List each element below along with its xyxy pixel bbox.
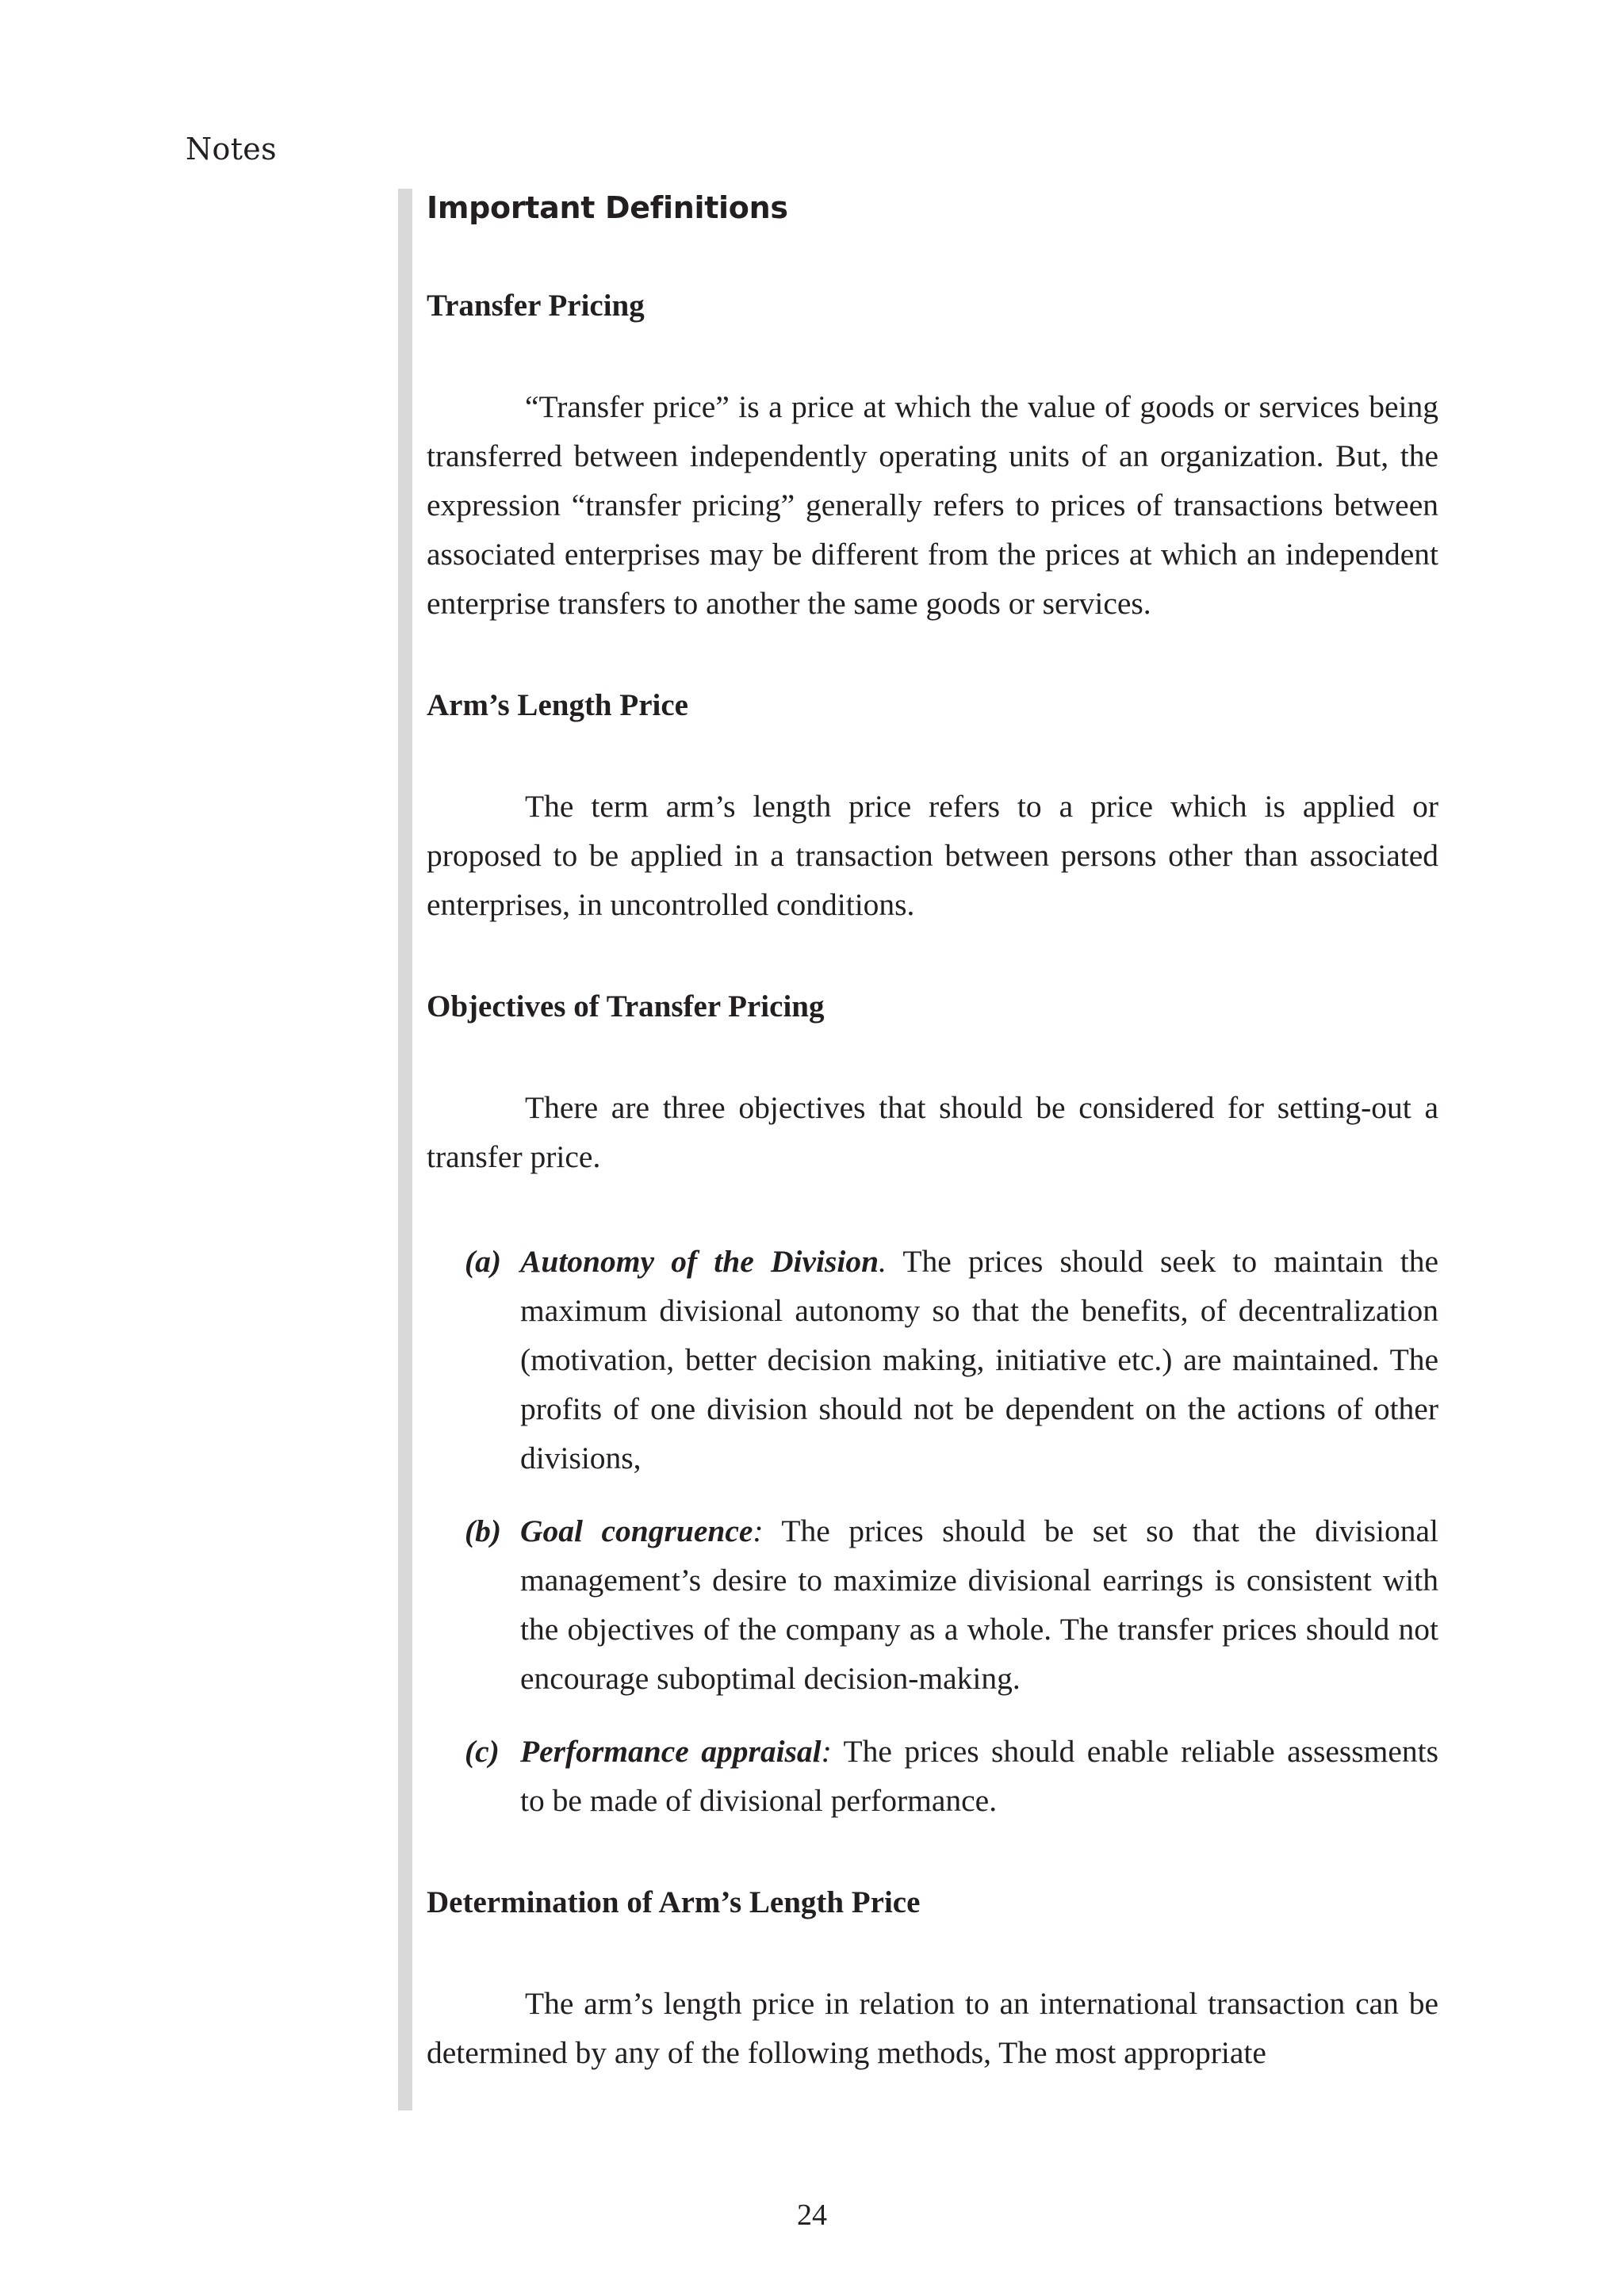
list-term-separator: : bbox=[753, 1513, 764, 1548]
list-term: Performance appraisal bbox=[520, 1734, 822, 1769]
notes-label: Notes bbox=[186, 132, 277, 166]
list-term: Autonomy of the Division bbox=[520, 1244, 879, 1279]
paragraph-arms-length-price: The term arm’s length price refers to a price which is applied or proposed to be applied in a transaction between persons other than associated enterprises, in uncontrolled conditions. bbox=[427, 789, 1438, 922]
objectives-list bbox=[427, 1237, 1438, 1825]
sidebar-rule bbox=[398, 189, 412, 2110]
paragraph-objectives: There are three objectives that should be considered for setting-out a transfer price. bbox=[427, 1090, 1438, 1174]
paragraph-determination: The arm’s length price in relation to an international transaction can be determined by any of the following methods, The most appropriate bbox=[427, 1986, 1438, 2070]
heading-determination: Determination of Arm’s Length Price bbox=[427, 1885, 921, 1919]
list-marker: (c) bbox=[465, 1734, 500, 1769]
list-text: The prices should seek to maintain the maximum divisional autonomy so that the benefits, of decentralization (motivation, better decision making, initiative etc.) are maintained. The profits of one division should not be dependent on the actions of other divisions, bbox=[520, 1244, 1438, 1475]
list-text: The prices should be set so that the divisional management’s desire to maximize divisional earrings is consistent with the objectives of the company as a whole. The transfer prices should not encourage suboptimal decision-making. bbox=[520, 1513, 1438, 1696]
list-item bbox=[427, 1237, 1438, 1483]
section-title: Important Definitions bbox=[427, 190, 788, 225]
list-term-separator: : bbox=[821, 1734, 832, 1769]
list-text: The prices should enable reliable assessments to be made of divisional performance. bbox=[520, 1734, 1438, 1818]
page-number: 24 bbox=[797, 2198, 827, 2232]
heading-objectives: Objectives of Transfer Pricing bbox=[427, 989, 825, 1024]
list-marker: (b) bbox=[465, 1513, 502, 1548]
list-term: Goal congruence bbox=[520, 1513, 753, 1548]
page-content bbox=[427, 187, 1438, 2077]
heading-arms-length-price: Arm’s Length Price bbox=[427, 688, 688, 722]
heading-transfer-pricing: Transfer Pricing bbox=[427, 289, 645, 323]
list-item bbox=[427, 1506, 1438, 1703]
list-marker: (a) bbox=[465, 1244, 502, 1279]
list-item bbox=[427, 1727, 1438, 1825]
list-term-separator: . bbox=[879, 1244, 887, 1279]
paragraph-transfer-pricing: “Transfer price” is a price at which the value of goods or services being transferred between independently operating units of an organization. But, the expression “transfer pricing” generally refers to prices of transactions between associated enterprises may be different from the prices at which an independent enterprise transfers to another the same goods or services. bbox=[427, 389, 1438, 621]
